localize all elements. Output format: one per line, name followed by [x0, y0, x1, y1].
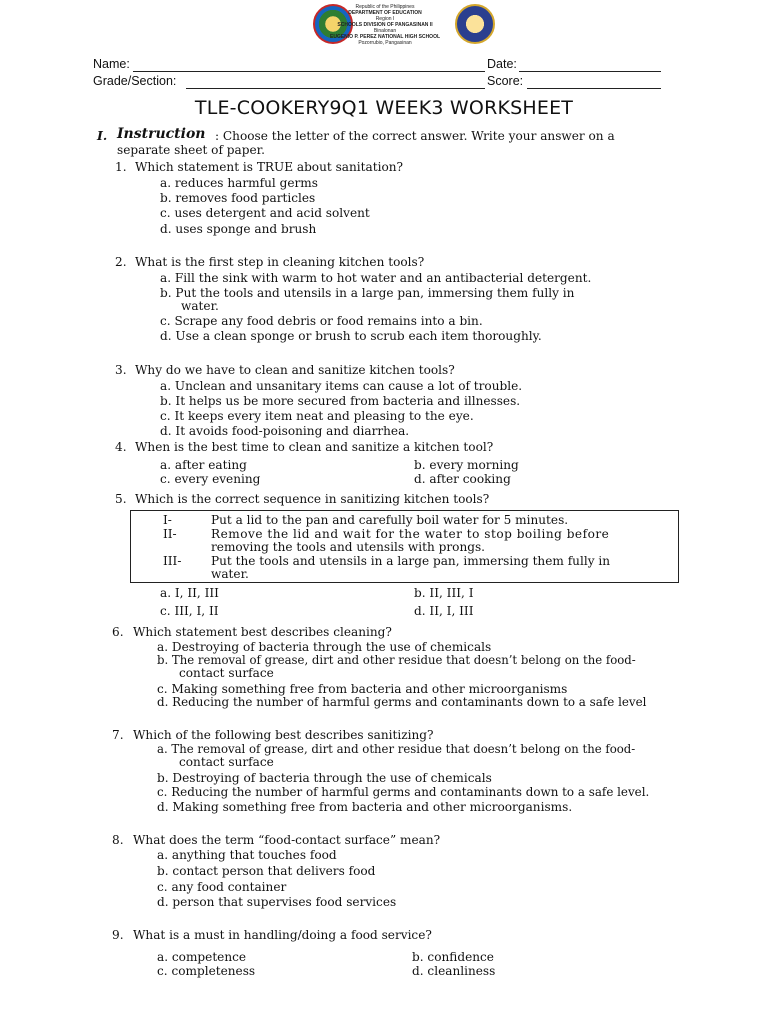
answer-option: d. uses sponge and brush [160, 222, 317, 236]
question-stem: Why do we have to clean and sanitize kitchen tools? [135, 363, 455, 377]
date-label: Date: [487, 57, 517, 71]
grade-label: Grade/Section: [93, 74, 177, 88]
section-numeral: I. [97, 128, 108, 143]
answer-option: a. competence [157, 950, 247, 964]
answer-option: a. reduces harmful germs [160, 176, 318, 190]
answer-option: d. Reducing the number of harmful germs and contaminants down to a safe level [157, 695, 647, 709]
answer-option: a. Fill the sink with warm to hot water and an antibacterial detergent. [160, 271, 592, 285]
answer-option: c. every evening [160, 472, 261, 486]
instruction-text: separate sheet of paper. [117, 143, 265, 157]
answer-option: b. It helps us be more secured from bacteria and illnesses. [160, 394, 521, 408]
answer-option: b. Destroying of bacteria through the use of chemicals [157, 771, 492, 785]
answer-option-cont: water. [181, 299, 219, 313]
answer-option: a. after eating [160, 458, 247, 472]
answer-option: b. every morning [414, 458, 519, 472]
step-text: Put the tools and utensils in a large pan, immersing them fully in [211, 554, 611, 568]
score-label: Score: [487, 74, 524, 88]
answer-option: b. contact person that delivers food [157, 864, 376, 878]
header-line: Region I [375, 16, 395, 22]
header-line: DEPARTMENT OF EDUCATION [348, 10, 422, 16]
answer-option: c. Scrape any food debris or food remains into a bin. [160, 314, 483, 328]
answer-option: c. uses detergent and acid solvent [160, 206, 370, 220]
question-number: 1. [115, 160, 127, 174]
answer-option: b. II, III, I [414, 586, 474, 600]
question-number: 5. [115, 492, 127, 506]
answer-option: d. II, I, III [414, 604, 474, 618]
question-number: 2. [115, 255, 127, 269]
answer-option: d. Use a clean sponge or brush to scrub each item thoroughly. [160, 329, 542, 343]
step-roman: I- [163, 513, 172, 527]
step-roman: II- [163, 527, 177, 541]
question-number: 4. [115, 440, 127, 454]
answer-option: a. The removal of grease, dirt and other residue that doesn’t belong on the food- [157, 742, 636, 756]
question-number: 3. [115, 363, 127, 377]
question-stem: What is the first step in cleaning kitchen tools? [135, 255, 425, 269]
question-stem: What is a must in handling/doing a food service? [133, 928, 432, 942]
answer-option: c. It keeps every item neat and pleasing to the eye. [160, 409, 474, 423]
answer-option: b. The removal of grease, dirt and other residue that doesn’t belong on the food- [157, 653, 636, 667]
step-text-cont: removing the tools and utensils with prongs. [211, 540, 486, 554]
answer-option: d. Making something free from bacteria and other microorganisms. [157, 800, 573, 814]
name-field[interactable] [133, 71, 485, 72]
answer-option: d. person that supervises food services [157, 895, 397, 909]
question-stem: Which of the following best describes sanitizing? [133, 728, 434, 742]
question-stem: Which statement is TRUE about sanitation? [135, 160, 404, 174]
question-number: 6. [112, 625, 124, 639]
score-field[interactable] [527, 88, 661, 89]
question-number: 9. [112, 928, 124, 942]
header-line: SCHOOLS DIVISION OF PANGASINAN II [337, 22, 433, 28]
step-roman: III- [163, 554, 182, 568]
instruction-label: Instruction [117, 126, 206, 142]
school-seal-icon [455, 4, 495, 44]
answer-option: c. Reducing the number of harmful germs and contaminants down to a safe level. [157, 785, 650, 799]
answer-option: a. I, II, III [160, 586, 219, 600]
page-title: TLE-COOKERY9Q1 WEEK3 WORKSHEET [194, 97, 574, 119]
answer-option-cont: contact surface [179, 666, 274, 680]
answer-option: b. Put the tools and utensils in a large pan, immersing them fully in [160, 286, 575, 300]
answer-option: c. Making something free from bacteria and other microorganisms [157, 682, 568, 696]
header-line: Republic of the Philippines [355, 4, 415, 10]
step-text-cont: water. [211, 567, 249, 581]
name-label: Name: [93, 57, 130, 71]
step-text: Remove the lid and wait for the water to stop boiling before [211, 527, 610, 541]
question-stem: What does the term “food-contact surface” mean? [133, 833, 441, 847]
date-field[interactable] [519, 71, 661, 72]
question-stem: Which is the correct sequence in sanitizing kitchen tools? [135, 492, 490, 506]
grade-field[interactable] [186, 88, 485, 89]
answer-option: b. confidence [412, 950, 494, 964]
question-number: 7. [112, 728, 124, 742]
header-line: Binalonan [373, 28, 397, 34]
answer-option: c. any food container [157, 880, 287, 894]
instruction-text: : Choose the letter of the correct answer. Write your answer on a [215, 129, 615, 143]
step-text: Put a lid to the pan and carefully boil water for 5 minutes. [211, 513, 569, 527]
question-number: 8. [112, 833, 124, 847]
answer-option: d. after cooking [414, 472, 511, 486]
answer-option: d. cleanliness [412, 964, 496, 978]
answer-option: a. Unclean and unsanitary items can cause a lot of trouble. [160, 379, 523, 393]
answer-option: c. III, I, II [160, 604, 219, 618]
question-stem: When is the best time to clean and sanitize a kitchen tool? [135, 440, 494, 454]
header-line: EUGENIO P. PEREZ NATIONAL HIGH SCHOOL [330, 34, 441, 40]
answer-option: a. anything that touches food [157, 848, 337, 862]
answer-option: c. completeness [157, 964, 256, 978]
answer-option: b. removes food particles [160, 191, 316, 205]
question-stem: Which statement best describes cleaning? [133, 625, 392, 639]
answer-option: a. Destroying of bacteria through the use of chemicals [157, 640, 492, 654]
answer-option: d. It avoids food-poisoning and diarrhea. [160, 424, 410, 438]
answer-option-cont: contact surface [179, 755, 274, 769]
header-line: Pozorrubio, Pangasinan [358, 40, 412, 46]
